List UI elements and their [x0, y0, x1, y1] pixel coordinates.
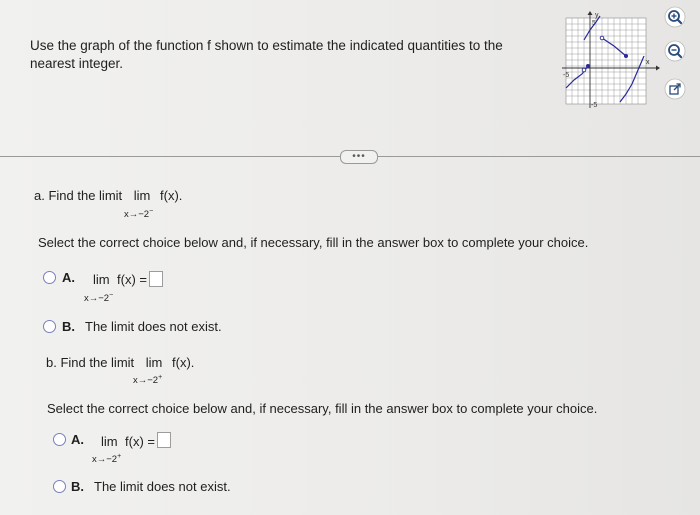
x-axis-label: x	[646, 59, 650, 66]
part-b-func: f(x).	[172, 355, 195, 370]
graph-open-point	[582, 68, 586, 72]
part-a-side: −	[149, 208, 154, 215]
part-a-choice-b-text: The limit does not exist.	[85, 319, 222, 334]
popout-icon[interactable]	[662, 76, 688, 102]
part-b-choice-b-radio[interactable]	[53, 480, 66, 493]
part-b-choice-b-text: The limit does not exist.	[94, 479, 231, 494]
part-a-choice-b-letter: B.	[62, 319, 75, 334]
part-a-choice-a-letter: A.	[62, 270, 75, 285]
part-a-limit-subscript	[124, 208, 153, 220]
part-a-prompt-prefix: a. Find the limit	[34, 188, 123, 203]
part-a-lim: lim	[133, 188, 151, 203]
part-b-prompt	[46, 355, 194, 370]
part-a-subscript-text: x→−2	[124, 209, 150, 221]
part-a-choice-a-radio[interactable]	[43, 271, 56, 284]
zoom-out-icon[interactable]	[662, 38, 688, 64]
y-axis-label: y	[595, 12, 599, 19]
part-b-choice-b-letter: B.	[71, 479, 84, 494]
y-tick-bottom-label: -5	[591, 102, 598, 109]
x-tick-left-label: -5	[563, 72, 570, 79]
graph-point	[624, 54, 628, 58]
expand-dots-button[interactable]: •••	[340, 150, 378, 164]
part-b-side: +	[158, 374, 163, 381]
part-a-choice-a-expr: f(x) =	[117, 272, 147, 287]
part-b-choice-a-subscript-text: x→−2	[92, 454, 118, 466]
part-b-limit-subscript	[133, 374, 162, 386]
part-b-select-instruction: Select the correct choice below and, if necessary, fill in the answer box to complete your choice.	[47, 401, 598, 416]
part-a-choice-b-radio[interactable]	[43, 320, 56, 333]
x-axis-arrow	[656, 66, 660, 71]
y-tick-top-label: 5	[592, 20, 596, 27]
question-instruction: Use the graph of the function f shown to estimate the indicated quantities to the nearest integer.	[30, 38, 503, 71]
part-a-choice-a-subscript-text: x→−2	[84, 293, 110, 305]
part-b-choice-a-letter: A.	[71, 432, 84, 447]
part-b-choice-a-lim: lim	[101, 434, 118, 449]
graph-open-point	[600, 36, 604, 40]
part-a-select-instruction: Select the correct choice below and, if necessary, fill in the answer box to complete your choice.	[38, 235, 589, 250]
part-b-prompt-prefix: b. Find the limit	[46, 355, 135, 370]
part-b-answer-box[interactable]	[157, 432, 171, 448]
part-b-choice-a-subscript	[92, 453, 121, 465]
part-b-lim: lim	[145, 355, 163, 370]
zoom-in-icon[interactable]	[662, 4, 688, 30]
part-a-choice-a-lim: lim	[93, 272, 110, 287]
function-graph[interactable]	[560, 10, 660, 110]
graph-point	[586, 64, 590, 68]
y-axis-arrow	[588, 11, 593, 15]
part-b-choice-a-expr: f(x) =	[125, 434, 155, 449]
part-a-func: f(x).	[160, 188, 183, 203]
part-a-answer-box[interactable]	[149, 271, 163, 287]
part-b-choice-a-side: +	[117, 453, 122, 460]
part-b-subscript-text: x→−2	[133, 375, 159, 387]
part-a-choice-a-subscript	[84, 292, 113, 304]
part-b-choice-a-radio[interactable]	[53, 433, 66, 446]
part-a-choice-a-side: −	[109, 292, 114, 299]
part-a-prompt	[34, 188, 182, 203]
